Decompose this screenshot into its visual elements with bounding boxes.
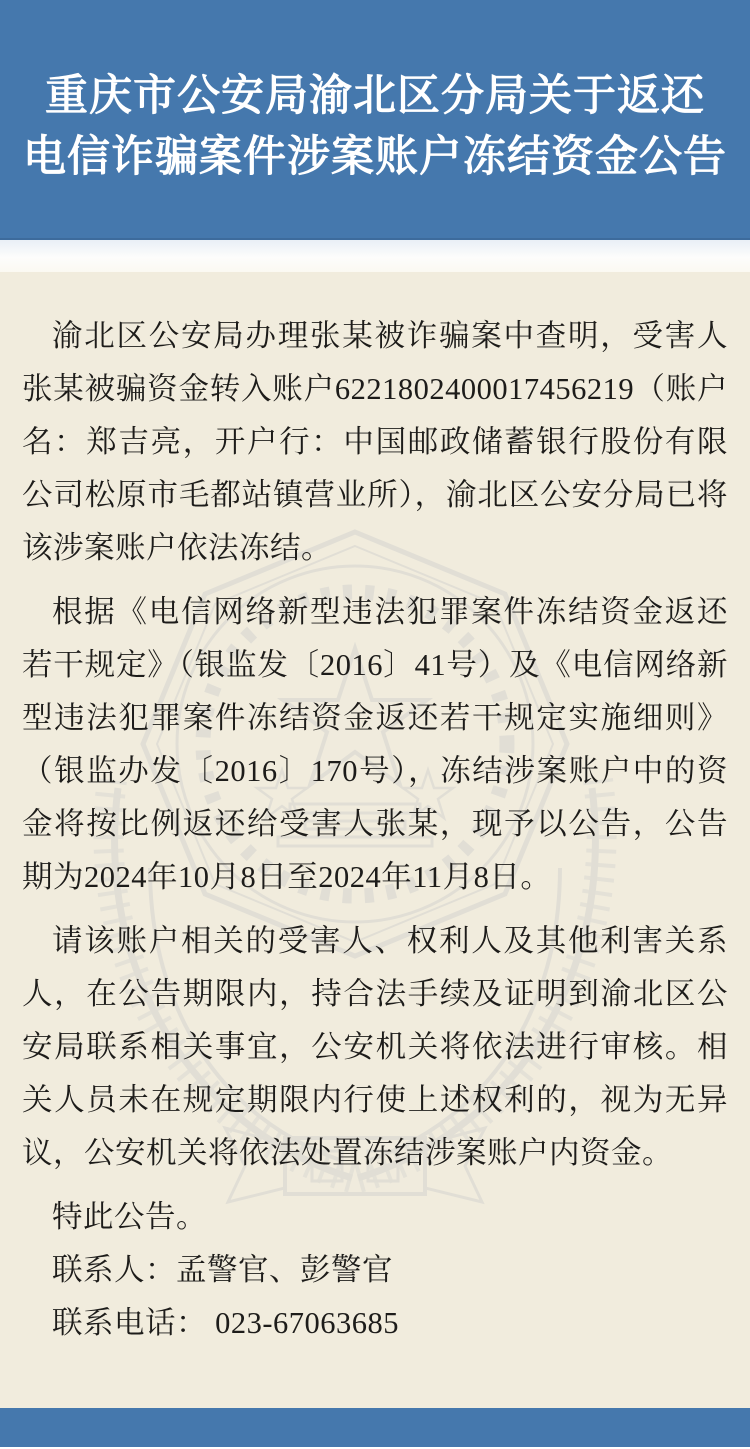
notice-body [0,272,750,1408]
paragraph-closing: 特此公告。 [52,1200,207,1234]
notice-title-line-1: 重庆市公安局渝北区分局关于返还 [45,72,705,120]
paragraph-contact-persons: 联系人：孟警官、彭警官 [52,1253,393,1287]
paragraph-claim-instructions: 请该账户相关的受害人、权利人及其他利害关系人，在公告期限内，持合法手续及证明到渝北区公安局联系相关事宜，公安机关将依法进行审核。相关人员未在规定期限内行使上述权利的，视为无异议，公安机关将依法处置冻结涉案账户内资金。 [22,924,728,1170]
notice-header [0,0,750,240]
divider-band [0,240,750,272]
notice-footer [0,1408,750,1447]
notice-title-line-2: 电信诈骗案件涉案账户冻结资金公告 [23,133,727,181]
paragraph-contact-phone: 联系电话： 023-67063685 [52,1306,400,1340]
paragraph-case-facts: 渝北区公安局办理张某被诈骗案中查明，受害人张某被骗资金转入账户6221802400017456219（账户名：郑吉亮，开户行：中国邮政储蓄银行股份有限公司松原市毛都站镇营业所），渝北区公安分局已将该涉案账户依法冻结。 [22,319,728,565]
paragraph-legal-basis: 根据《电信网络新型违法犯罪案件冻结资金返还若干规定》（银监发〔2016〕41号）及《电信网络新型违法犯罪案件冻结资金返还若干规定实施细则》（银监办发〔2016〕170号），冻结涉案账户中的资金将按比例返还给受害人张某，现予以公告，公告期为2024年10月8日至2024年11月8日。 [22,595,728,894]
